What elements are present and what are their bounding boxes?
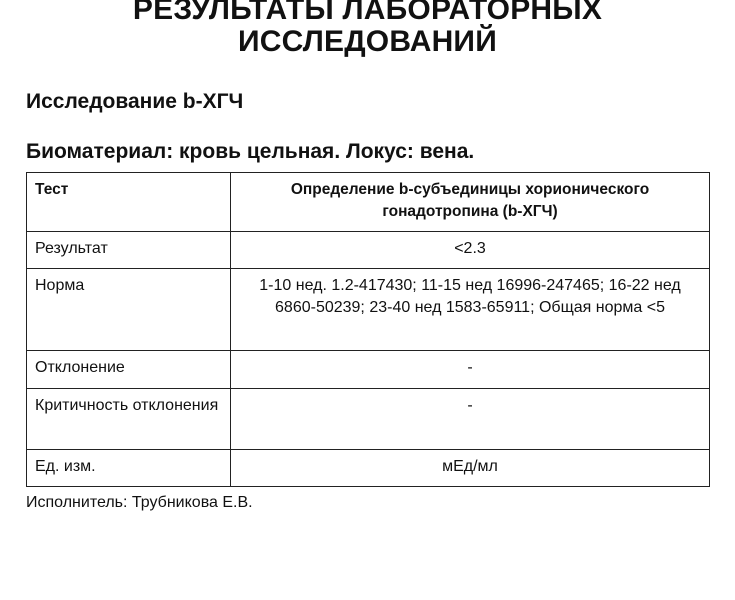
header-label-cell: Тест bbox=[27, 173, 231, 232]
table-row-unit bbox=[27, 450, 710, 487]
deviation-label: Отклонение bbox=[27, 351, 231, 389]
table-row-norm bbox=[27, 269, 710, 351]
table-row-criticality bbox=[27, 389, 710, 450]
norm-label: Норма bbox=[27, 269, 231, 351]
study-name: Исследование b-ХГЧ bbox=[26, 90, 244, 113]
results-table bbox=[26, 172, 710, 487]
table-row-deviation bbox=[27, 351, 710, 389]
biomaterial-line: Биоматериал: кровь цельная. Локус: вена. bbox=[26, 140, 475, 163]
table-row-result bbox=[27, 232, 710, 269]
page-title bbox=[0, 0, 735, 58]
unit-value: мЕд/мл bbox=[231, 450, 710, 487]
norm-value: 1-10 нед. 1.2-417430; 11-15 нед 16996-247465; 16-22 нед 6860-50239; 23-40 нед 1583-65911; Общая норма <5 bbox=[231, 269, 710, 351]
result-label: Результат bbox=[27, 232, 231, 269]
deviation-value: - bbox=[231, 351, 710, 389]
title-line-2: ИССЛЕДОВАНИЙ bbox=[238, 25, 497, 58]
header-value-cell: Определение b-субъединицы хорионического гонадотропина (b-ХГЧ) bbox=[231, 173, 710, 232]
executor-line: Исполнитель: Трубникова Е.В. bbox=[26, 494, 253, 511]
title-line-1: РЕЗУЛЬТАТЫ ЛАБОРАТОРНЫХ bbox=[132, 0, 603, 26]
unit-label: Ед. изм. bbox=[27, 450, 231, 487]
result-value: <2.3 bbox=[231, 232, 710, 269]
criticality-label: Критичность отклонения bbox=[27, 389, 231, 450]
criticality-value: - bbox=[231, 389, 710, 450]
table-header-row bbox=[27, 173, 710, 232]
